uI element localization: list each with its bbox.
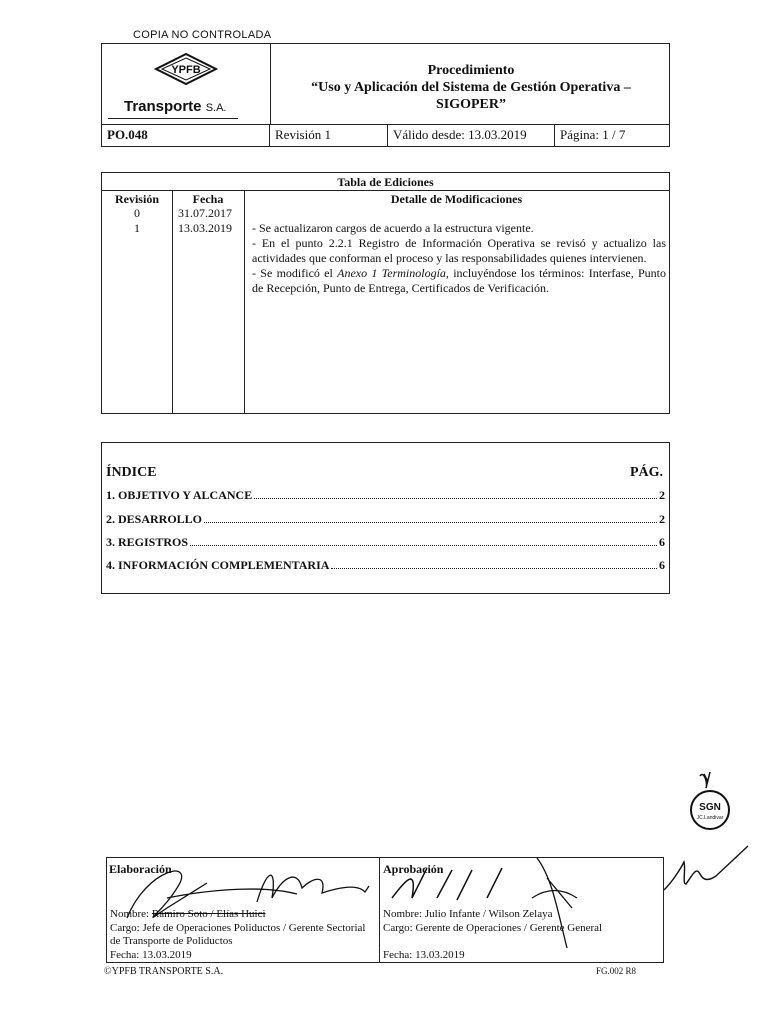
toc-entry-label: 1. OBJETIVO Y ALCANCE <box>106 488 253 502</box>
title-line-3: SIGOPER” <box>435 97 506 112</box>
toc-entry[interactable] <box>106 512 665 527</box>
document-title <box>272 62 670 113</box>
revision-cell: 0 <box>134 206 140 220</box>
toc-entry-label: 2. DESARROLLO <box>106 512 203 526</box>
document-page: Página: 1 / 7 <box>560 127 626 142</box>
editions-column-divider <box>244 190 245 414</box>
modification-details <box>252 221 666 296</box>
title-line-1: Procedimiento <box>427 63 515 78</box>
ypfb-diamond-icon <box>154 52 218 86</box>
date-cell: 13.03.2019 <box>178 221 232 235</box>
toc-leader <box>190 544 657 546</box>
document-revision: Revisión 1 <box>270 124 388 147</box>
sgn-stamp <box>686 770 736 832</box>
toc-entry-page: 6 <box>659 535 665 549</box>
column-header-date: Fecha <box>192 192 224 206</box>
logo-mark-text: YPFB <box>171 64 201 76</box>
document-valid-from: Válido desde: 13.03.2019 <box>388 124 555 147</box>
toc-entry-page: 6 <box>659 558 665 572</box>
revision-cell: 1 <box>134 221 140 235</box>
elaboration-title: Elaboración <box>109 862 172 876</box>
date-cell: 31.07.2017 <box>178 206 232 220</box>
detail-text: incluyéndose los términos: Interfase, Punto de Recepción, Punto de Entrega, Certificados de Verificación. <box>252 266 666 295</box>
document-header <box>101 43 670 147</box>
detail-item: - En el punto 2.2.1 Registro de Información Operativa se revisó y actualizo las actividades que conforman el proceso y las responsabilidades quienes intervienen. <box>252 236 666 265</box>
table-of-contents <box>101 442 670 594</box>
elaboration-date: Fecha: 13.03.2019 <box>110 949 192 961</box>
stamp-text: SGN <box>699 802 721 813</box>
document-code: PO.048 <box>102 124 270 147</box>
detail-text: - Se modificó el <box>252 266 338 280</box>
toc-leader <box>204 521 657 523</box>
company-logo <box>108 50 264 120</box>
toc-leader <box>331 567 657 569</box>
signature-block <box>106 857 664 963</box>
toc-page-label: PÁG. <box>629 465 663 480</box>
logo-suffix: S.A. <box>205 102 227 114</box>
header-divider-vertical <box>270 44 271 124</box>
approval-name: Nombre: Julio Infante / Wilson Zelaya <box>383 908 553 920</box>
copy-status-label: COPIA NO CONTROLADA <box>133 29 272 41</box>
logo-name: Transporte <box>124 98 202 115</box>
editions-title-divider <box>102 190 669 191</box>
stamp-subtext: JC.Landivar <box>696 815 724 821</box>
logo-wordmark <box>124 98 227 115</box>
toc-entry[interactable] <box>106 535 665 550</box>
column-header-revision: Revisión <box>114 192 159 206</box>
editions-column-divider <box>172 190 173 414</box>
editions-table <box>101 172 670 414</box>
toc-entry-page: 2 <box>659 488 665 502</box>
document-meta-row <box>102 124 669 147</box>
column-header-detail: Detalle de Modificaciones <box>390 192 523 206</box>
toc-leader <box>254 497 657 499</box>
toc-entry-label: 4. INFORMACIÓN COMPLEMENTARIA <box>106 558 330 572</box>
approval-date: Fecha: 13.03.2019 <box>383 949 465 961</box>
footer-copyright: ©YPFB TRANSPORTE S.A. <box>104 966 224 977</box>
editions-title: Tabla de Ediciones <box>337 175 434 189</box>
footer-form-code: FG.002 R8 <box>596 966 637 976</box>
detail-item <box>252 266 666 296</box>
title-line-2: “Uso y Aplicación del Sistema de Gestión Operativa – <box>311 80 631 95</box>
toc-title: ÍNDICE <box>106 465 157 480</box>
elaboration-name <box>110 908 378 921</box>
elaboration-name-value: Ramiro Soto / Elías Huici <box>151 908 266 920</box>
detail-emphasis: Anexo 1 Terminología, <box>337 266 449 280</box>
stamp-initials <box>700 772 710 788</box>
detail-item: - Se actualizaron cargos de acuerdo a la estructura vigente. <box>252 221 534 235</box>
name-label: Nombre: <box>110 908 152 920</box>
approval-role: Cargo: Gerente de Operaciones / Gerente General <box>383 922 603 934</box>
elaboration-role: Cargo: Jefe de Operaciones Poliductos / Gerente Sectorial de Transporte de Poliductos <box>110 922 366 947</box>
approval-title: Aprobación <box>383 862 444 876</box>
toc-header <box>106 465 663 481</box>
logo-underline <box>108 118 238 119</box>
toc-entry-page: 2 <box>659 512 665 526</box>
margin-signature <box>660 840 750 900</box>
toc-entry[interactable] <box>106 488 665 503</box>
toc-entry-label: 3. REGISTROS <box>106 535 189 549</box>
toc-entry[interactable] <box>106 558 665 573</box>
